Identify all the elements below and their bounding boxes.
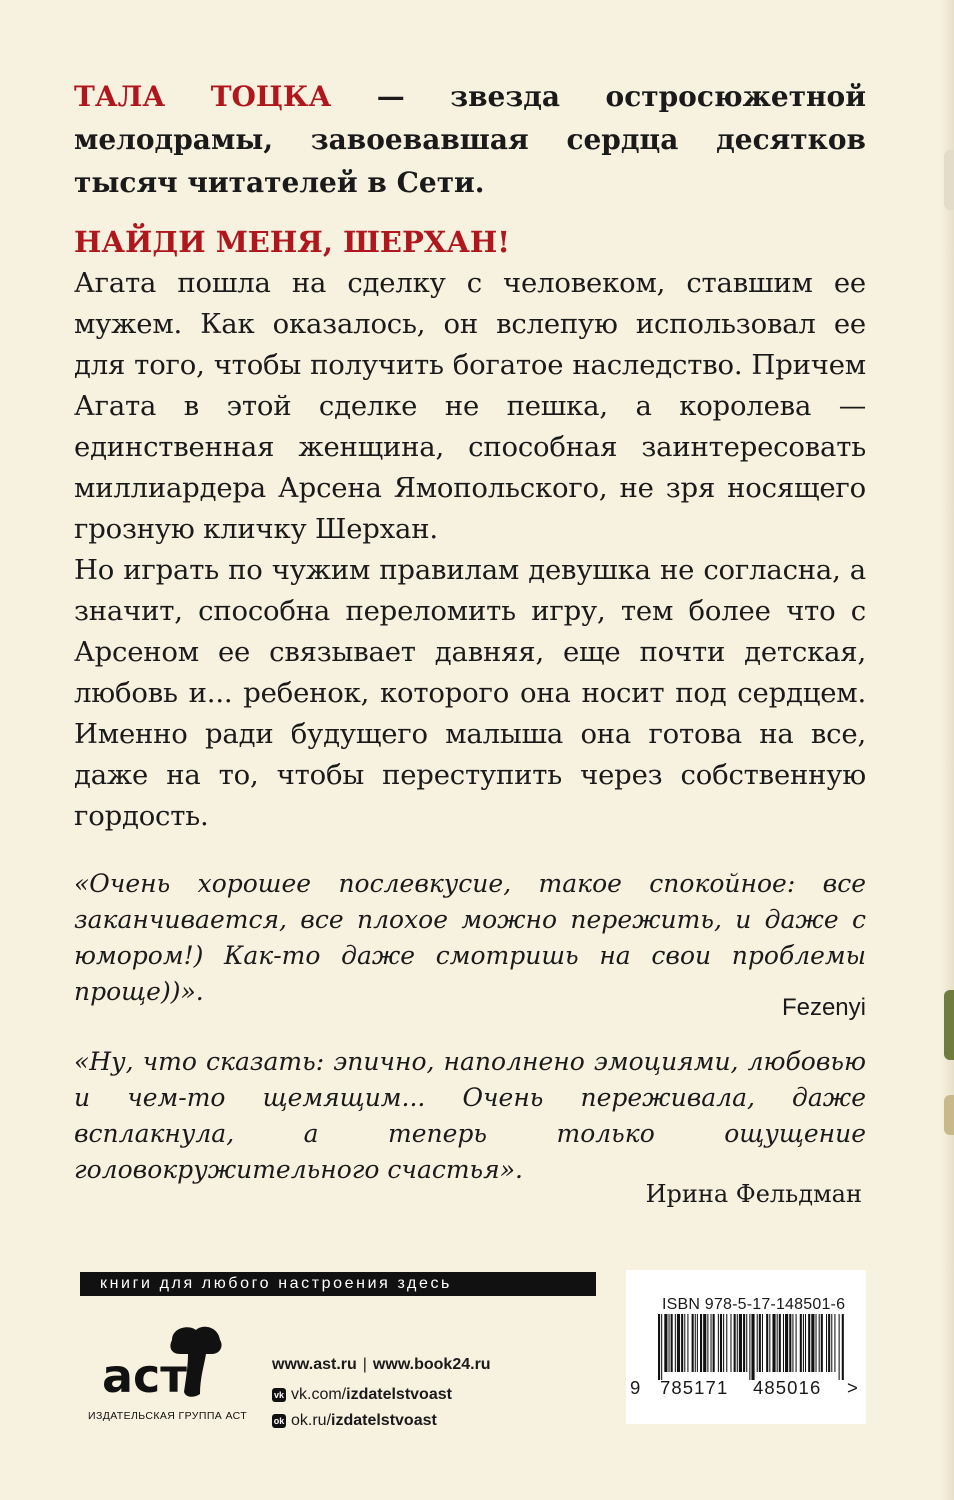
site-link-book24[interactable]: www.book24.ru: [372, 1356, 491, 1373]
barcode-bar: [811, 1314, 814, 1372]
barcode-bar: [831, 1314, 832, 1372]
barcode-bar: [796, 1314, 797, 1372]
barcode-graphic: [644, 1314, 848, 1380]
barcode-bar: [826, 1314, 827, 1372]
ast-logo-icon: [88, 1316, 248, 1406]
edge-spot: [944, 150, 954, 210]
barcode-bar: [713, 1314, 715, 1372]
isbn-number: ISBN 978-5-17-148501-6: [662, 1296, 846, 1313]
barcode-bar: [743, 1314, 745, 1372]
barcode-bar: [759, 1314, 761, 1372]
barcode-bar: [711, 1314, 712, 1372]
page-edge-decoration: [940, 0, 954, 1500]
author-name: ТАЛА ТОЦКА: [74, 80, 332, 113]
edge-spot: [944, 990, 954, 1060]
barcode-bar: [695, 1314, 696, 1372]
footer-tagline: книги для любого настроения здесь: [80, 1272, 596, 1296]
barcode-bar: [766, 1314, 768, 1372]
barcode-bar: [681, 1314, 683, 1372]
barcode-bar: [703, 1314, 706, 1372]
barcode-bar: [803, 1314, 804, 1372]
barcode-bar: [684, 1314, 685, 1372]
barcode-bar: [842, 1314, 844, 1380]
barcode-bar: [779, 1314, 781, 1372]
barcode-bar: [726, 1314, 727, 1372]
edge-spot: [944, 1095, 954, 1135]
barcode-bar: [664, 1314, 667, 1372]
barcode-bar: [772, 1314, 775, 1372]
barcode-bar: [777, 1314, 778, 1372]
logo-text: аст: [102, 1349, 187, 1403]
barcode-bar: [687, 1314, 688, 1372]
barcode-bar: [808, 1314, 810, 1372]
review-author: Ирина Фельдман: [645, 1180, 862, 1208]
ok-link-prefix[interactable]: ok.ru/: [291, 1412, 332, 1429]
author-intro: [74, 75, 866, 204]
barcode-bar: [769, 1314, 770, 1372]
barcode-bar: [783, 1314, 784, 1372]
barcode-bar: [821, 1314, 823, 1372]
book-title: НАЙДИ МЕНЯ, ШЕРХАН!: [74, 225, 511, 259]
vk-link-handle[interactable]: izdatelstvoast: [346, 1386, 452, 1403]
barcode-bar: [816, 1314, 817, 1372]
publisher-caption: ИЗДАТЕЛЬСКАЯ ГРУППА АСТ: [88, 1410, 248, 1422]
barcode-bar: [720, 1314, 722, 1372]
barcode-bar: [839, 1314, 840, 1380]
barcode-bar: [785, 1314, 788, 1372]
barcode-bar: [739, 1314, 742, 1372]
review-author: Fezenyi: [781, 994, 866, 1021]
barcode-bar: [737, 1314, 738, 1372]
link-separator: |: [362, 1356, 367, 1373]
barcode-digits-right: 485016: [753, 1377, 822, 1398]
barcode-bar: [697, 1314, 698, 1372]
barcode-bar: [762, 1314, 763, 1372]
barcode-bar: [734, 1314, 736, 1372]
barcode-bar: [819, 1314, 820, 1372]
publisher-links: [272, 1352, 491, 1434]
barcode-bar: [789, 1314, 791, 1372]
barcode-bar: [757, 1314, 758, 1372]
author-intro-text: — звезда остросюжетной мелодрамы, завоевавшая сердца десятков тысяч читателей в Сети.: [74, 80, 866, 199]
site-link-ast[interactable]: www.ast.ru: [272, 1356, 357, 1373]
barcode-bar: [834, 1314, 835, 1372]
barcode-bar: [746, 1314, 747, 1372]
review-quote: «Ну, что сказать: эпично, наполнено эмоциями, любовью и чем-то щемящим... Очень переживала, даже всплакнула, а теперь только ощущение головокружительного счастья».: [74, 1047, 866, 1184]
barcode-digit-first: 9: [630, 1377, 642, 1398]
odnoklassniki-logo-icon: ok: [273, 1416, 285, 1426]
barcode-bar: [749, 1314, 750, 1380]
barcode-digits-left: 785171: [660, 1377, 729, 1398]
barcode-bar: [692, 1314, 694, 1372]
barcode-arrow: >: [847, 1377, 859, 1398]
barcode-bar: [671, 1314, 673, 1372]
barcode-bar: [700, 1314, 702, 1372]
ok-link-handle[interactable]: izdatelstvoast: [331, 1412, 437, 1429]
barcode-bar: [828, 1314, 830, 1372]
barcode-panel: [626, 1270, 866, 1424]
review-quote: «Очень хорошее послевкусие, такое спокойное: все заканчивается, все плохое можно пережить, и даже с юмором!) Как-то даже смотришь на свои проблемы проще))».: [74, 869, 866, 1006]
ast-logo: [88, 1316, 248, 1406]
barcode-bar: [805, 1314, 806, 1372]
barcode-bar: [675, 1314, 676, 1372]
description-paragraph: Агата пошла на сделку с человеком, ставшим ее мужем. Как оказалось, он вслепую использовал ее для того, чтобы получить богатое наследство. Причем Агата в этой сделке не пешка, а королева — единственная женщина, способная заинтересовать миллиардера Арсена Ямопольского, не зря носящего грозную кличку Шерхан.: [74, 267, 866, 545]
barcode-bar: [718, 1314, 719, 1372]
barcode-bar: [751, 1314, 754, 1380]
book-description: [74, 263, 866, 837]
barcode-bar: [792, 1314, 793, 1372]
barcode-bar: [658, 1314, 660, 1380]
barcode-bar: [800, 1314, 802, 1372]
barcode-bar: [730, 1314, 731, 1372]
barcode-bar: [661, 1314, 662, 1380]
barcode-bar: [723, 1314, 724, 1372]
vk-link-prefix[interactable]: vk.com/: [291, 1386, 347, 1403]
vk-logo-icon: vk: [273, 1390, 284, 1400]
description-paragraph: Но играть по чужим правилам девушка не согласна, а значит, способна переломить игру, тем более что с Арсеном ее связывает давняя, еще почти детская, любовь и... ребенок, которого она носит под сердцем. Именно ради будущего малыша она готова на все, даже на то, чтобы переступить через собственную гордость.: [74, 554, 866, 832]
barcode-bar: [707, 1314, 708, 1372]
barcode-bar: [677, 1314, 680, 1372]
barcode-bar: [669, 1314, 670, 1372]
